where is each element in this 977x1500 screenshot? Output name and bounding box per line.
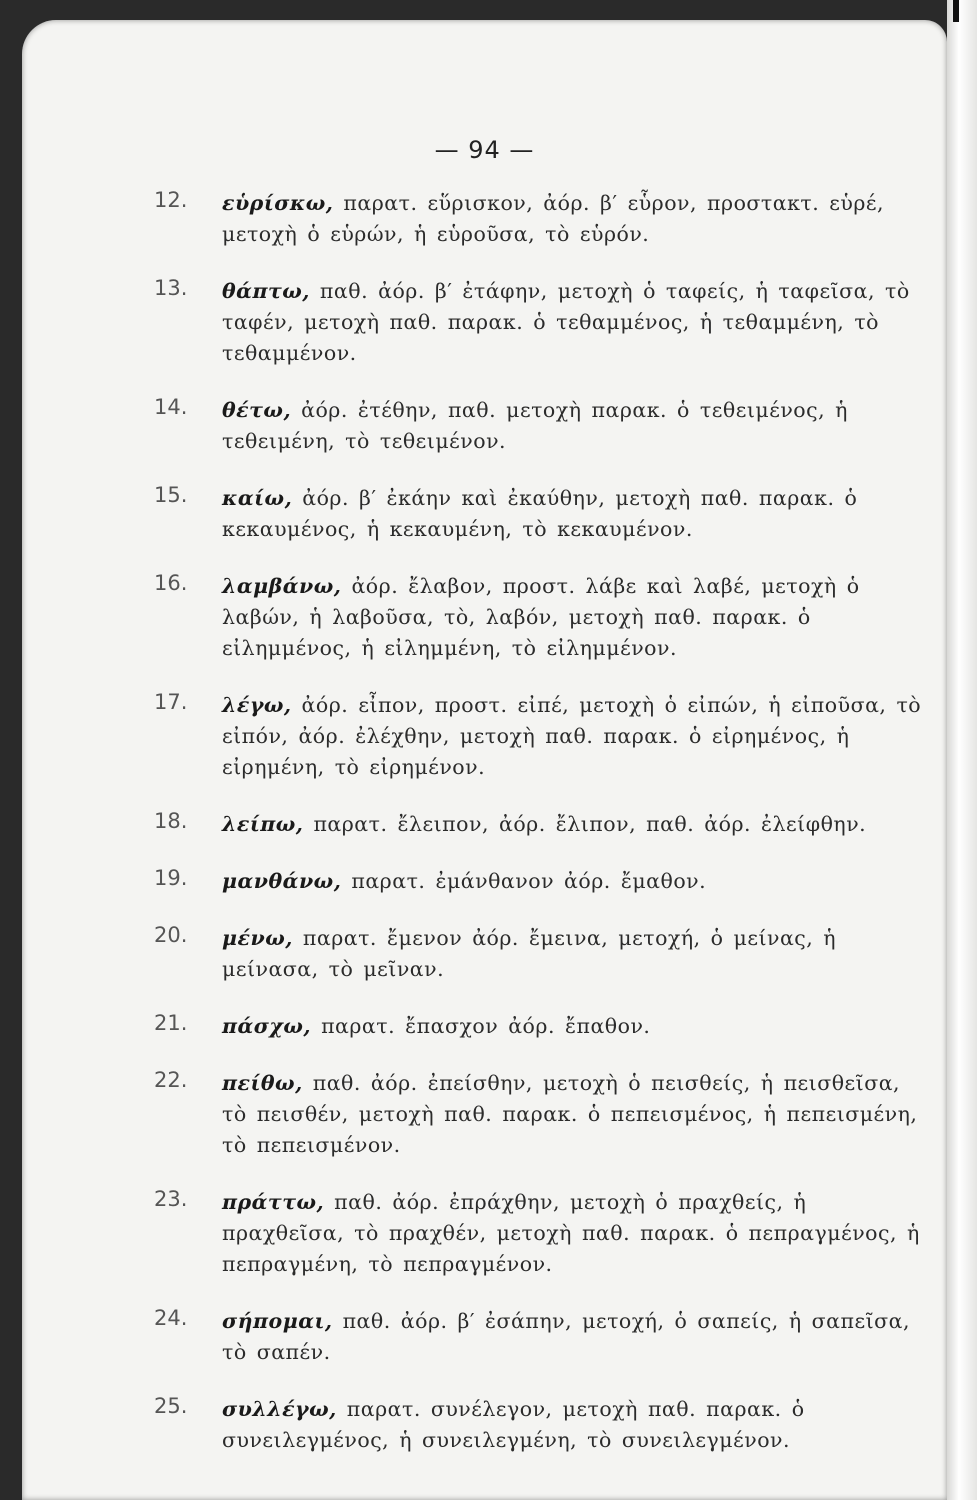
entry-text bbox=[222, 395, 932, 457]
verb-list bbox=[154, 188, 932, 1482]
entry-forms: παρατ. ἔπασχον ἀόρ. ἔπαθον. bbox=[311, 1014, 651, 1038]
list-item bbox=[154, 1068, 932, 1161]
entry-text bbox=[222, 276, 932, 369]
entry-forms: παρατ. εὕρισκον, ἀόρ. β′ εὗρον, προστακτ. εὑρέ, μετοχὴ ὁ εὑρών, ἡ εὑροῦσα, τὸ εὑρόν. bbox=[222, 191, 885, 246]
entry-number: 17. bbox=[154, 690, 188, 714]
entry-forms: παθ. ἀόρ. ἐπείσθην, μετοχὴ ὁ πεισθείς, ἡ πεισθεῖσα, τὸ πεισθέν, μετοχὴ παθ. παρακ. ὁ πεπεισμένος, ἡ πεπεισμένη, τὸ πεπεισμένον. bbox=[222, 1071, 918, 1157]
list-item bbox=[154, 866, 932, 897]
entry-lemma: λείπω, bbox=[222, 812, 304, 836]
entry-forms: παρατ. ἔμενον ἀόρ. ἔμεινα, μετοχή, ὁ μείνας, ἡ μείνασα, τὸ μεῖναν. bbox=[222, 926, 837, 981]
list-item bbox=[154, 1187, 932, 1280]
list-item bbox=[154, 483, 932, 545]
entry-number: 14. bbox=[154, 395, 188, 419]
list-item bbox=[154, 1011, 932, 1042]
entry-forms: ἀόρ. εἶπον, προστ. εἰπέ, μετοχὴ ὁ εἰπών, ἡ εἰποῦσα, τὸ εἰπόν, ἀόρ. ἐλέχθην, μετοχὴ παθ. παρακ. ὁ εἰρημένος, ἡ εἰρημένη, τὸ εἰρημένον. bbox=[222, 693, 922, 779]
entry-number: 18. bbox=[154, 809, 188, 833]
entry-text bbox=[222, 1394, 932, 1456]
entry-text bbox=[222, 1068, 932, 1161]
list-item bbox=[154, 188, 932, 250]
list-item bbox=[154, 923, 932, 985]
entry-text bbox=[222, 866, 932, 897]
entry-lemma: θάπτω, bbox=[222, 279, 310, 303]
binding-mark bbox=[953, 0, 959, 22]
page-edge bbox=[947, 0, 977, 1500]
entry-lemma: πάσχω, bbox=[222, 1014, 312, 1038]
entry-forms: ἀόρ. ἐτέθην, παθ. μετοχὴ παρακ. ὁ τεθειμένος, ἡ τεθειμένη, τὸ τεθειμένον. bbox=[222, 398, 848, 453]
entry-forms: παθ. ἀόρ. β′ ἐτάφην, μετοχὴ ὁ ταφείς, ἡ ταφεῖσα, τὸ ταφέν, μετοχὴ παθ. παρακ. ὁ τεθαμμένος, ἡ τεθαμμένη, τὸ τεθαμμένον. bbox=[222, 279, 910, 365]
entry-text bbox=[222, 483, 932, 545]
entry-lemma: μένω, bbox=[222, 926, 293, 950]
list-item bbox=[154, 809, 932, 840]
entry-lemma: συλλέγω, bbox=[222, 1397, 337, 1421]
entry-lemma: καίω, bbox=[222, 486, 293, 510]
list-item bbox=[154, 1306, 932, 1368]
entry-number: 24. bbox=[154, 1306, 188, 1330]
list-item bbox=[154, 395, 932, 457]
entry-lemma: λέγω, bbox=[222, 693, 292, 717]
entry-text bbox=[222, 690, 932, 783]
entry-text bbox=[222, 1187, 932, 1280]
entry-text bbox=[222, 571, 932, 664]
entry-lemma: λαμβάνω, bbox=[222, 574, 342, 598]
book-page bbox=[22, 20, 947, 1500]
entry-forms: ἀόρ. ἔλαβον, προστ. λάβε καὶ λαβέ, μετοχὴ ὁ λαβών, ἡ λαβοῦσα, τὸ, λαβόν, μετοχὴ παθ. παρακ. ὁ εἰλημμένος, ἡ εἰλημμένη, τὸ εἰλημμένον. bbox=[222, 574, 860, 660]
entry-number: 25. bbox=[154, 1394, 188, 1418]
entry-forms: ἀόρ. β′ ἐκάην καὶ ἐκαύθην, μετοχὴ παθ. παρακ. ὁ κεκαυμένος, ἡ κεκαυμένη, τὸ κεκαυμένον. bbox=[222, 486, 858, 541]
list-item bbox=[154, 276, 932, 369]
entry-forms: παθ. ἀόρ. ἐπράχθην, μετοχὴ ὁ πραχθείς, ἡ πραχθεῖσα, τὸ πραχθέν, μετοχὴ παθ. παρακ. ὁ πεπραγμένος, ἡ πεπραγμένη, τὸ πεπραγμένον. bbox=[222, 1190, 920, 1276]
entry-lemma: πράττω, bbox=[222, 1190, 325, 1214]
entry-number: 12. bbox=[154, 188, 188, 212]
entry-text bbox=[222, 1011, 932, 1042]
entry-forms: παρατ. συνέλεγον, μετοχὴ παθ. παρακ. ὁ συνειλεγμένος, ἡ συνειλεγμένη, τὸ συνειλεγμένον. bbox=[222, 1397, 805, 1452]
entry-forms: παρατ. ἔλειπον, ἀόρ. ἔλιπον, παθ. ἀόρ. ἐλείφθην. bbox=[303, 812, 867, 836]
list-item bbox=[154, 690, 932, 783]
entry-lemma: σήπομαι, bbox=[222, 1309, 333, 1333]
entry-text bbox=[222, 809, 932, 840]
entry-lemma: θέτω, bbox=[222, 398, 292, 422]
entry-number: 22. bbox=[154, 1068, 188, 1092]
entry-number: 13. bbox=[154, 276, 188, 300]
entry-number: 21. bbox=[154, 1011, 188, 1035]
entry-lemma: εὑρίσκω, bbox=[222, 191, 334, 215]
entry-lemma: πείθω, bbox=[222, 1071, 303, 1095]
entry-lemma: μανθάνω, bbox=[222, 869, 342, 893]
list-item bbox=[154, 1394, 932, 1456]
entry-number: 15. bbox=[154, 483, 188, 507]
entry-number: 20. bbox=[154, 923, 188, 947]
list-item bbox=[154, 571, 932, 664]
entry-number: 16. bbox=[154, 571, 188, 595]
entry-text bbox=[222, 188, 932, 250]
page-number: — 94 — bbox=[434, 136, 535, 164]
entry-text bbox=[222, 923, 932, 985]
entry-forms: παρατ. ἐμάνθανον ἀόρ. ἔμαθον. bbox=[341, 869, 707, 893]
entry-number: 23. bbox=[154, 1187, 188, 1211]
entry-forms: παθ. ἀόρ. β′ ἐσάπην, μετοχή, ὁ σαπείς, ἡ σαπεῖσα, τὸ σαπέν. bbox=[222, 1309, 910, 1364]
entry-number: 19. bbox=[154, 866, 188, 890]
entry-text bbox=[222, 1306, 932, 1368]
